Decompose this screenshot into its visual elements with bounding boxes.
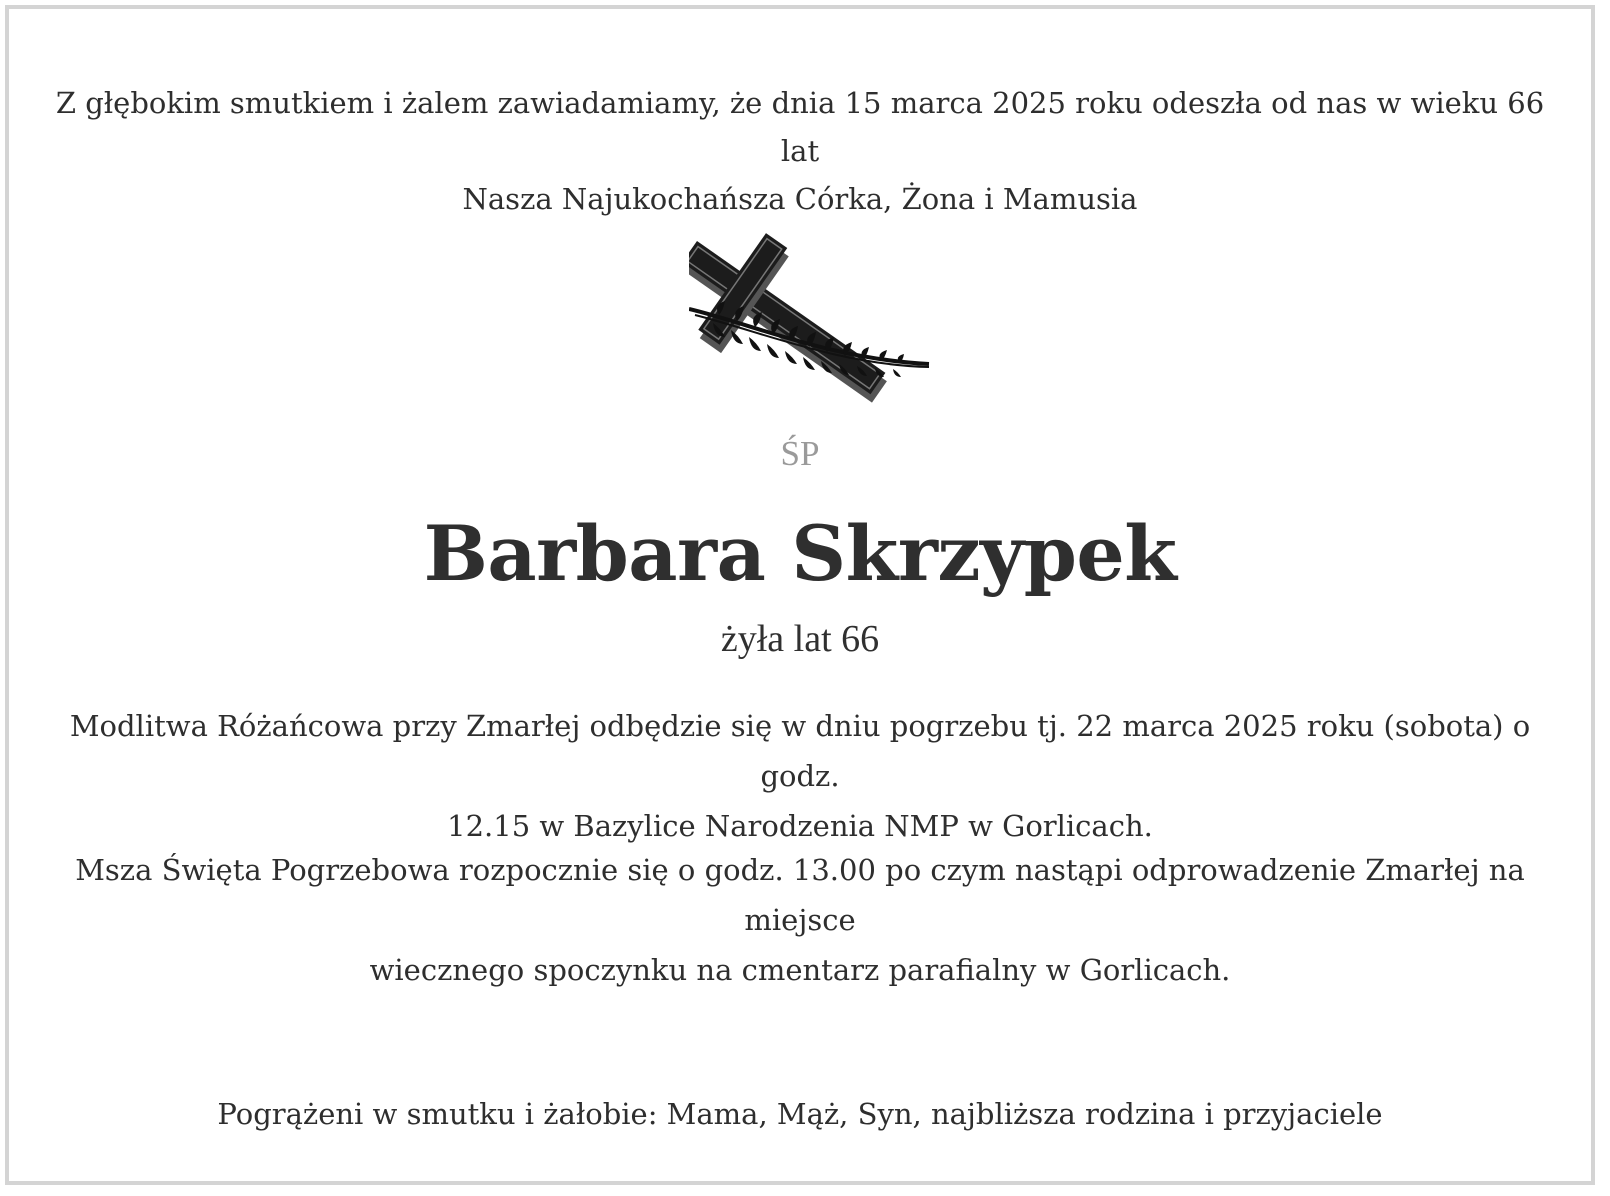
obituary-frame [5, 5, 1595, 1185]
age-text: żyła lat 66 [720, 618, 880, 660]
mass-line-1: Msza Święta Pogrzebowa rozpocznie się o godz. 13.00 po czym nastąpi odprowadzenie Zmarłej na miejsce [75, 853, 1525, 937]
rosary-info [49, 701, 1551, 851]
prefix-sp: ŚP [780, 434, 820, 473]
rosary-line-1: Modlitwa Różańcowa przy Zmarłej odbędzie się w dniu pogrzebu tj. 22 marca 2025 roku (sobota) o godz. [69, 709, 1531, 793]
mass-line-2: wiecznego spoczynku na cmentarz parafialny w Gorlicach. [369, 953, 1231, 987]
deceased-name: Barbara Skrzypek [423, 509, 1177, 598]
intro-text [49, 79, 1551, 223]
mourners-text: Pogrążeni w smutku i żałobie: Mama, Mąż, Syn, najbliższa rodzina i przyjaciele [217, 1097, 1383, 1131]
rosary-line-2: 12.15 w Bazylice Narodzenia NMP w Gorlicach. [447, 809, 1153, 843]
intro-line-1: Z głębokim smutkiem i żalem zawiadamiamy, że dnia 15 marca 2025 roku odeszła od nas w wieku 66 lat [55, 86, 1545, 168]
mass-info [49, 845, 1551, 995]
intro-line-2: Nasza Najukochańsza Córka, Żona i Mamusia [462, 182, 1138, 216]
cross-with-palm-branch-icon [689, 231, 949, 416]
